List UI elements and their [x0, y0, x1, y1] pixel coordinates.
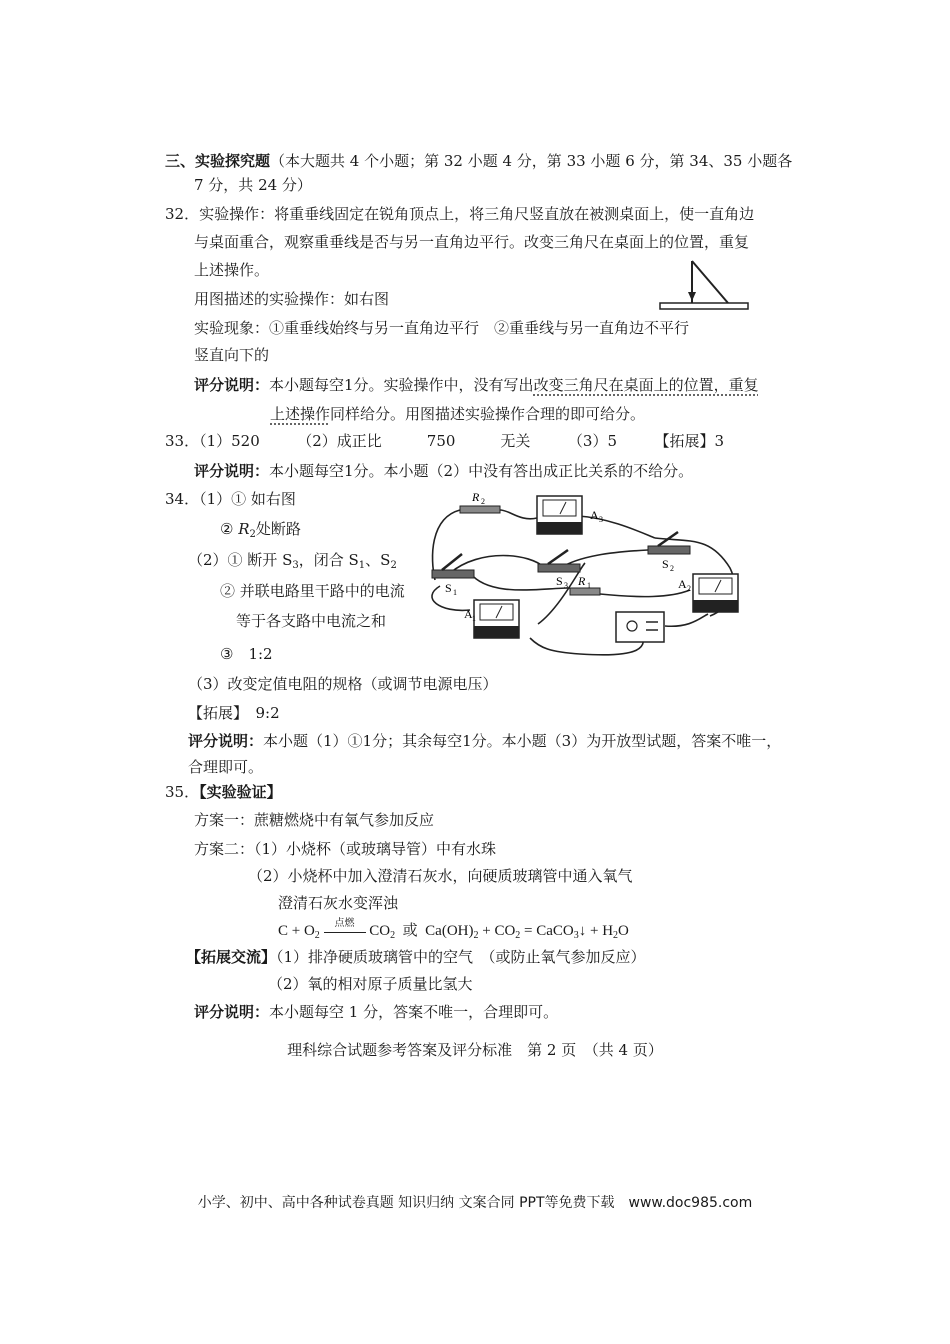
- q32-op3: 上述操作。: [194, 261, 270, 279]
- q33-grading-text: 本小题每空1分。本小题（2）中没有答出成正比关系的不给分。: [269, 462, 694, 480]
- label-a2: A: [678, 577, 687, 591]
- eq-co2-sub: 2: [390, 930, 396, 941]
- q34-close-text: ，闭合 S: [298, 551, 359, 569]
- circuit-diagram: [410, 488, 755, 668]
- section-instructions-line1: （本大题共 4 个小题；第 32 小题 4 分，第 33 小题 6 分，第 34、35 小题各: [270, 152, 793, 170]
- q35-ext1: （1）排净硬质玻璃管中的空气 （或防止氧气参加反应）: [276, 948, 646, 966]
- q32-op2: 与桌面重合，观察重垂线是否与另一直角边平行。改变三角尺在桌面上的位置，重复: [194, 233, 750, 251]
- eq2-plus: + CO: [478, 923, 516, 939]
- eq-condition: 点燃: [334, 918, 355, 930]
- eq-or: 或: [402, 923, 418, 939]
- q34-circle-2: ②: [220, 520, 234, 538]
- q32-grading-line2: [270, 404, 645, 424]
- eq2-sub3: 3: [573, 930, 579, 941]
- q34-r-symbol: R: [238, 520, 250, 538]
- label-a1-sub: 1: [472, 614, 476, 623]
- q34-part2-3: ③ 1:2: [220, 645, 273, 663]
- eq2-sub4: 2: [613, 930, 619, 941]
- q32-grading-dotted-2: 上述操作: [270, 405, 331, 423]
- label-a2-sub: 2: [687, 584, 691, 593]
- label-s2: S: [662, 557, 669, 571]
- q34-s2-sub: 2: [390, 560, 397, 571]
- eq-o2-sub: 2: [314, 930, 320, 941]
- q35-extension-line1: [186, 947, 646, 967]
- label-s1: S: [445, 581, 452, 595]
- q32-number: 32．: [165, 205, 200, 223]
- power-supply: [616, 612, 664, 642]
- q32-grading-line1: [194, 375, 759, 395]
- switch-s1: [432, 554, 474, 578]
- eq-reactants: C + O: [278, 923, 315, 939]
- q34-extension: 【拓展】 9:2: [188, 704, 280, 722]
- q32-grading-dotted: 改变三角尺在桌面上的位置，重复: [533, 376, 759, 394]
- q34-break-text: 处断路: [255, 520, 301, 538]
- q32-grading-text-2: 同样给分。用图描述实验操作合理的即可给分。: [330, 405, 646, 423]
- q34-part1: 34．（1）① 如右图: [165, 490, 296, 508]
- q32-op1: 实验操作：将重垂线固定在锐角顶点上，将三角尺竖直放在被测桌面上，使一直角边: [199, 205, 755, 223]
- label-a3-sub: 3: [599, 515, 603, 524]
- q34-part1-2: [220, 519, 301, 545]
- q34-r-sub: 2: [249, 529, 256, 540]
- q35-plan2-step2: （2）小烧杯中加入澄清石灰水，向硬质玻璃管中通入氧气: [248, 867, 633, 885]
- q32-grading-label: 评分说明：: [194, 376, 270, 394]
- ammeter-a1: [474, 600, 519, 638]
- q34-s3-sub: 3: [292, 560, 299, 571]
- q35-grading-text: 本小题每空 1 分，答案不唯一，合理即可。: [269, 1003, 559, 1021]
- section-title: 三、实验探究题: [165, 152, 271, 170]
- q35-ext2: （2）氧的相对原子质量比氢大: [268, 975, 473, 993]
- q35-equations: [278, 918, 629, 946]
- eq-arrow: [324, 918, 366, 933]
- eq2-sub2: 2: [515, 930, 521, 941]
- eq2-reactant: Ca(OH): [425, 923, 474, 939]
- q35-extension-label: 【拓展交流】: [186, 948, 277, 966]
- q35-grading: [194, 1002, 558, 1022]
- section-heading: [165, 151, 792, 171]
- q35-plan1: 方案一：蔗糖燃烧中有氧气参加反应: [194, 811, 435, 829]
- label-a1: A: [464, 607, 473, 621]
- q35-plan2: 方案二：（1）小烧杯（或玻璃导管）中有水珠: [194, 840, 497, 858]
- q32-grading-text: 本小题每空1分。实验操作中，没有写出: [269, 376, 534, 394]
- section-instructions-line2: 7 分，共 24 分）: [194, 176, 312, 194]
- q32-operation-line1: [165, 204, 754, 224]
- switch-s2: [648, 532, 690, 554]
- q34-part2-2-cont: 等于各支路中电流之和: [236, 612, 387, 630]
- q34-part3: （3）改变定值电阻的规格（或调节电源电压）: [188, 675, 498, 693]
- label-r1: R: [578, 574, 586, 588]
- label-s2-sub: 2: [670, 564, 674, 573]
- watermark: 小学、初中、高中各种试卷真题 知识归纳 文案合同 PPT等免费下载 www.doc985.com: [197, 1195, 753, 1211]
- q35-grading-label: 评分说明：: [194, 1003, 270, 1021]
- q35-header: 【实验验证】: [199, 783, 282, 801]
- q34-grading-line1: [188, 731, 781, 751]
- eq2-o: O: [618, 923, 629, 939]
- q34-grading-line2: 合理即可。: [188, 758, 264, 776]
- q34-open-text: （2）① 断开 S: [188, 551, 293, 569]
- q34-sep: 、S: [365, 551, 391, 569]
- q34-grading-label: 评分说明：: [188, 732, 264, 750]
- q35-plan2-result: 澄清石灰水变浑浊: [278, 894, 399, 912]
- q33-grading: [194, 461, 693, 481]
- q35-number: 35．: [165, 783, 200, 801]
- label-s3-sub: 3: [564, 581, 568, 590]
- label-s1-sub: 1: [453, 588, 457, 597]
- q33-answers: 33．（1）520 （2）成正比 750 无关 （3）5 【拓展】3: [165, 432, 725, 450]
- q34-part2-1: [188, 550, 397, 576]
- q32-conclusion: 竖直向下的: [194, 346, 270, 364]
- page-footer: 理科综合试题参考答案及评分标准 第 2 页 （共 4 页）: [287, 1041, 663, 1059]
- label-r2-sub: 2: [481, 497, 485, 506]
- eq2-sub1: 2: [473, 930, 479, 941]
- eq-product: CO: [369, 923, 391, 939]
- eq2-result: = CaCO: [520, 923, 574, 939]
- ammeter-a2: [693, 574, 738, 612]
- q34-grading-text: 本小题（1）①1分；其余每空1分。本小题（3）为开放型试题，答案不唯一，: [263, 732, 782, 750]
- label-r1-sub: 1: [587, 581, 591, 590]
- q34-s1-sub: 1: [358, 560, 366, 571]
- q32-phenomenon: 实验现象：①重垂线始终与另一直角边平行 ②重垂线与另一直角边不平行: [194, 319, 690, 337]
- q33-grading-label: 评分说明：: [194, 462, 270, 480]
- triangle-plumb-line-figure: [656, 256, 752, 314]
- q35-heading: [165, 782, 282, 802]
- label-a3: A: [590, 508, 599, 522]
- eq2-tail: ↓ + H: [578, 923, 614, 939]
- q32-figure-description: 用图描述的实验操作：如右图: [194, 290, 390, 308]
- label-s3: S: [556, 574, 563, 588]
- q34-part2-2: ② 并联电路里干路中的电流: [220, 582, 405, 600]
- ammeter-a3: [537, 496, 582, 534]
- label-r2: R: [472, 490, 480, 504]
